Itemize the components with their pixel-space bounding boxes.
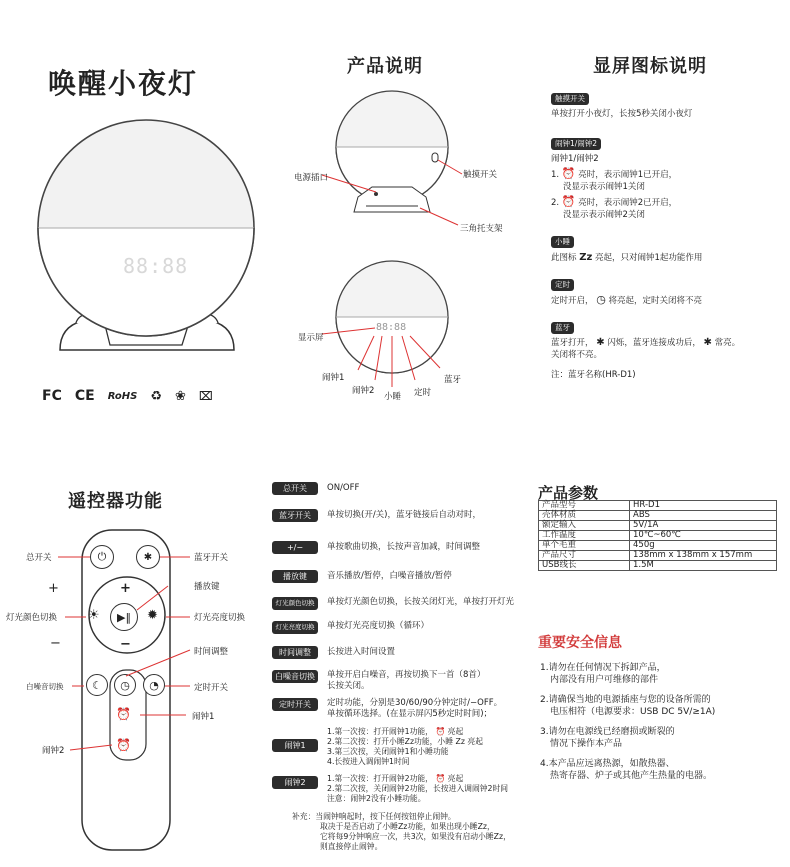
func-tag-timer: 定时开关 xyxy=(272,698,318,711)
label-alarm1: 闹钟1 xyxy=(322,373,345,383)
alarm2-step3: 注意：闹钟2没有小睡功能。 xyxy=(327,794,426,803)
bt-text-b: 闪烁，蓝牙连接成功后， xyxy=(607,338,701,348)
product-diagram xyxy=(280,82,530,412)
remote-label-power: 总开关 xyxy=(26,553,52,563)
func-desc-timer: 定时功能，分别是30/60/90分钟定时/−OFF。 xyxy=(327,698,503,708)
alarm1-step3: 3.第三次按，关闭闹钟1和小睡功能 xyxy=(327,747,449,756)
remote-label-alarm1: 闹钟1 xyxy=(192,712,215,722)
zz-icon: Zz xyxy=(579,252,593,263)
icons-desc-heading: 显屏图标说明 xyxy=(593,56,707,77)
func-desc-bt: 单按切换(开/关)，蓝牙链接后自动对时， xyxy=(327,510,481,520)
alarm-item1-num: 1. xyxy=(551,170,560,180)
param-key: 单个毛重 xyxy=(539,541,630,551)
timer-icon: ◔ xyxy=(149,678,159,692)
param-key: 工作温度 xyxy=(539,531,630,541)
remote-label-timer: 定时开关 xyxy=(194,683,229,693)
certification-row xyxy=(42,388,213,404)
safety-heading: 重要安全信息 xyxy=(538,635,622,651)
param-key: 额定输入 xyxy=(539,521,630,531)
power-icon: ⏻ xyxy=(97,550,107,563)
supplement-line-3: 它将每9分钟响应一次，共3次，如果没有启动小睡Zz， xyxy=(320,832,511,841)
func-desc-plus-minus: 单按歌曲切换，长按声音加减，时间调整 xyxy=(327,542,481,552)
supplement-line-2: 取决于是否启动了小睡Zz功能，如果出现小睡Zz， xyxy=(320,822,495,831)
func-tag-bt: 蓝牙开关 xyxy=(272,509,318,522)
bluetooth-icon: ✱ xyxy=(596,337,605,348)
func-desc-power: ON/OFF xyxy=(327,483,360,493)
table-row xyxy=(539,561,777,571)
play-pause-icon: ▶‖ xyxy=(117,610,131,624)
label-nap: 小睡 xyxy=(384,392,402,402)
timer-text-a: 定时开启， xyxy=(551,296,594,306)
bluetooth-icon-2: ✱ xyxy=(703,337,712,348)
label-display: 显示屏 xyxy=(298,333,324,343)
supplement-note xyxy=(292,812,532,852)
func-tag-plus-minus: +/− xyxy=(272,541,318,554)
tag-alarm: 闹钟1/闹钟2 xyxy=(551,138,601,150)
supplement-line-1: 补充：当闹钟响起时，按下任何按钮停止闹钟。 xyxy=(292,812,456,821)
param-key: USB线长 xyxy=(539,561,630,571)
remote-label-time-set: 时间调整 xyxy=(194,647,229,657)
weee-bin-icon: ⌧ xyxy=(198,389,213,403)
alarm-item2-text2: 没显示表示闹钟2关闭 xyxy=(563,210,645,220)
func-desc-color: 单按灯光颜色切换，长按关闭灯光，单按打开灯光 xyxy=(327,597,515,607)
alarm-clock-icon: ⏰ xyxy=(116,707,131,721)
remote-label-color: 灯光颜色切换 xyxy=(6,613,58,623)
table-row xyxy=(539,541,777,551)
alarm1-step4: 4.长按进入调闹钟1时间 xyxy=(327,757,410,766)
params-table xyxy=(538,500,777,571)
label-bluetooth: 蓝牙 xyxy=(444,375,462,385)
list-item: 2.请确保当地的电源插座与您的设备所需的 电压相符（电源要求：USB DC 5V/≥1A) xyxy=(540,695,716,717)
func-desc-white-noise: 单按开启白噪音，再按切换下一首（8首） xyxy=(327,670,486,680)
nap-text-a: 此图标 xyxy=(551,253,577,263)
alarm-line: 闹钟1/闹钟2 xyxy=(551,154,599,164)
brightness-icon: ✹ xyxy=(147,608,158,623)
param-value: 450g xyxy=(630,541,777,551)
param-value: 1.5M xyxy=(630,561,777,571)
func-tag-white-noise: 白噪音切换 xyxy=(272,670,318,683)
bt-name-note: 注：蓝牙名称(HR-D1) xyxy=(551,370,636,380)
func-tag-alarm1: 闹钟1 xyxy=(272,739,318,752)
param-value: 138mm x 138mm x 157mm xyxy=(630,551,777,561)
alarm-clock-2-icon: ⏰ xyxy=(561,195,576,208)
night-light-illustration xyxy=(20,115,270,370)
label-tripod: 三角托支架 xyxy=(460,224,503,234)
tag-bluetooth: 蓝牙 xyxy=(551,322,574,334)
product-desc-heading: 产品说明 xyxy=(347,56,423,77)
touch-desc: 单按打开小夜灯，长按5秒关闭小夜灯 xyxy=(551,109,693,119)
remote-plus-button[interactable]: + xyxy=(120,581,131,596)
remote-label-white-noise: 白噪音切换 xyxy=(26,682,64,691)
label-touch-switch: 触摸开关 xyxy=(463,170,498,180)
param-value: ABS xyxy=(630,511,777,521)
svg-text:88:88: 88:88 xyxy=(376,322,407,333)
func-tag-time-set: 时间调整 xyxy=(272,646,318,659)
alarm2-step1: 1.第一次按：打开闹钟2功能， xyxy=(327,774,433,783)
alarm-clock-2-icon: ⏰ xyxy=(116,738,131,752)
remote-minus-button[interactable]: − xyxy=(120,637,131,652)
recycle-icon: ♻ xyxy=(150,388,162,404)
remote-label-play: 播放键 xyxy=(194,582,220,592)
safety-list xyxy=(540,662,785,782)
tag-nap: 小睡 xyxy=(551,236,574,248)
list-item: 1.请勿在任何情况下拆卸产品， 内部没有用户可维修的部件 xyxy=(540,663,666,685)
alarm-clock-icon: ⏰ xyxy=(561,167,576,180)
func-desc-play: 音乐播放/暂停，白噪音播放/暂停 xyxy=(327,571,452,581)
remote-label-minus: − xyxy=(50,636,61,651)
table-row xyxy=(539,511,777,521)
func-tag-alarm2: 闹钟2 xyxy=(272,776,318,789)
rohs-logo: RoHS xyxy=(107,390,138,402)
func-desc-timer-2: 单按循环选择。(在显示屏闪5秒定时时间)； xyxy=(327,709,493,719)
param-value: HR-D1 xyxy=(630,501,777,511)
func-tag-play: 播放键 xyxy=(272,570,318,583)
alarm2-step2: 2.第二次按，关闭闹钟2功能，长按进入调闹钟2时间 xyxy=(327,784,509,793)
label-alarm2: 闹钟2 xyxy=(352,386,375,396)
remote-label-alarm2: 闹钟2 xyxy=(42,746,65,756)
func-desc-time-set: 长按进入时间设置 xyxy=(327,647,396,657)
remote-label-brightness: 灯光亮度切换 xyxy=(194,613,246,623)
leaf-icon: ❀ xyxy=(175,388,186,404)
param-value: 10℃~60℃ xyxy=(630,531,777,541)
remote-label-bt: 蓝牙开关 xyxy=(194,553,229,563)
param-key: 产品尺寸 xyxy=(539,551,630,561)
func-tag-color: 灯光颜色切换 xyxy=(272,597,318,610)
alarm-item1-text2: 没显示表示闹钟1关闭 xyxy=(563,182,645,192)
tag-touch: 触摸开关 xyxy=(551,93,589,105)
alarm2-step1-b: 亮起 xyxy=(447,774,464,783)
table-row xyxy=(539,501,777,511)
remote-label-plus: + xyxy=(48,581,59,596)
table-row xyxy=(539,521,777,531)
timer-clock-icon: ◷ xyxy=(596,293,606,306)
tag-timer: 定时 xyxy=(551,279,574,291)
alarm-item2-text: 亮时，表示闹钟2已开启， xyxy=(578,198,678,208)
func-tag-power: 总开关 xyxy=(272,482,318,495)
list-item: 4.本产品应远离热源，如散热器、 热寄存器、炉子或其他产生热量的电器。 xyxy=(540,759,713,781)
table-row xyxy=(539,531,777,541)
func-tag-brightness: 灯光亮度切换 xyxy=(272,621,318,634)
fcc-logo: FC xyxy=(42,388,62,404)
ce-logo: CE xyxy=(74,388,95,404)
param-key: 产品型号 xyxy=(539,501,630,511)
bt-text-d: 关闭将不亮。 xyxy=(551,350,603,360)
nap-text-b: 亮起，只对闹钟1起功能作用 xyxy=(595,253,703,263)
moon-icon: ☾ xyxy=(92,678,102,692)
bt-text-a: 蓝牙打开， xyxy=(551,338,594,348)
table-row xyxy=(539,551,777,561)
alarm1-step2: 2.第二次按：打开小睡Zz功能，小睡 Zz 亮起 xyxy=(327,737,484,746)
alarm1-step1: 1.第一次按：打开闹钟1功能， xyxy=(327,727,433,736)
params-heading: 产品参数 xyxy=(538,484,599,502)
func-desc-white-noise-2: 长按关闭。 xyxy=(327,681,370,691)
supplement-line-4: 则直接停止闹钟。 xyxy=(320,842,383,851)
label-power-port: 电源插口 xyxy=(294,173,329,183)
alarm-item1-text: 亮时，表示闹钟1已开启， xyxy=(578,170,678,180)
clock-icon: ◷ xyxy=(120,678,130,692)
param-key: 壳体材质 xyxy=(539,511,630,521)
alarm-clock-2-icon: ⏰ xyxy=(435,774,446,783)
alarm1-step1-b: 亮起 xyxy=(447,727,464,736)
alarm-clock-icon: ⏰ xyxy=(435,727,446,736)
remote-heading: 遥控器功能 xyxy=(68,491,163,512)
clock-digits: 88:88 xyxy=(123,254,189,278)
timer-text-b: 将亮起，定时关闭将不亮 xyxy=(608,296,703,306)
func-desc-brightness: 单按灯光亮度切换（循环） xyxy=(327,621,430,631)
page-title: 唤醒小夜灯 xyxy=(48,67,199,100)
param-value: 5V/1A xyxy=(630,521,777,531)
alarm-item2-num: 2. xyxy=(551,198,560,208)
light-color-icon: ☀ xyxy=(88,608,100,623)
label-timer: 定时 xyxy=(414,388,432,398)
list-item: 3.请勿在电源线已经磨损或断裂的 情况下操作本产品 xyxy=(540,727,675,749)
bluetooth-icon: ✱ xyxy=(143,551,153,563)
bt-text-c: 常亮。 xyxy=(714,338,741,348)
